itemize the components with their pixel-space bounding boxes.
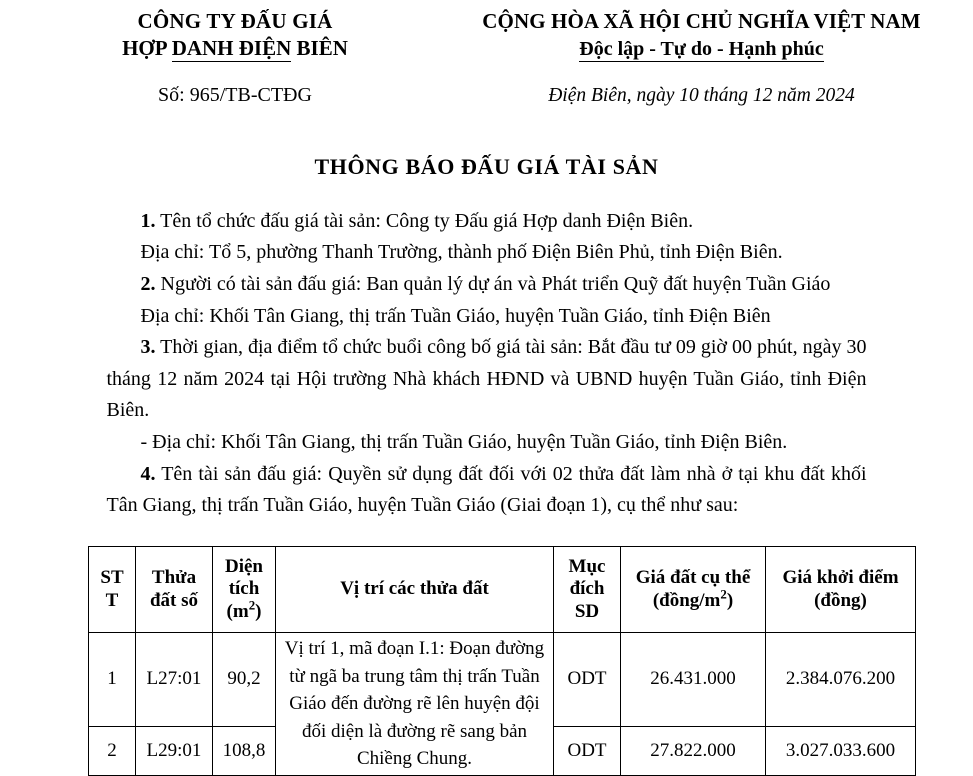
section-1-paragraph — [107, 206, 867, 238]
cell-purpose: ODT — [554, 633, 621, 727]
company-name-line2 — [30, 35, 440, 62]
header-parcel-number — [136, 547, 213, 633]
header-area-line2: tích — [228, 578, 260, 600]
header-area-line1: Diện — [225, 555, 263, 577]
header-area-unit-prefix: (m — [226, 600, 249, 622]
header-unit-price-line1: Giá đất cụ thể — [635, 567, 751, 589]
section-1-text: Tên tổ chức đấu giá tài sản: Công ty Đấu giá Hợp danh Điện Biên. — [155, 209, 694, 232]
cell-area: 108,8 — [213, 726, 276, 775]
section-1-address: Địa chỉ: Tổ 5, phường Thanh Trường, thành phố Điện Biên Phủ, tỉnh Điện Biên. — [140, 241, 783, 264]
company-name-line1: CÔNG TY ĐẤU GIÁ — [137, 9, 333, 33]
document-body — [107, 180, 867, 522]
header-area-unit-suffix: ) — [255, 600, 262, 622]
header-right-block — [440, 8, 973, 107]
document-header — [0, 0, 973, 107]
parcels-table — [88, 546, 916, 776]
company-name-line2-prefix: HỢP — [122, 35, 172, 60]
section-4-text: Tên tài sản đấu giá: Quyền sử dụng đất đối với 02 thửa đất làm nhà ở tại khu đất khối Tân Giang, thị trấn Tuần Giáo, huyện Tuần Giáo (Giai đoạn 1), cụ thể như sau: — [106, 462, 867, 517]
section-3-text: Thời gian, địa điểm tổ chức buổi công bố giá tài sản: Bắt đầu tư 09 giờ 00 phút, ngày 30 tháng 12 năm 2024 tại Hội trường Nhà khách HĐND và UBND huyện Tuần Giáo, tỉnh Điện Biên. — [106, 336, 867, 422]
document-title: THÔNG BÁO ĐẤU GIÁ TÀI SẢN — [314, 153, 659, 179]
national-motto-text: Độc lập - Tự do - Hạnh phúc — [579, 37, 824, 60]
header-starting-price-line1: Giá khởi điểm — [782, 567, 899, 589]
header-stt — [89, 547, 136, 633]
section-3-paragraph — [107, 332, 867, 427]
header-location: Vị trí các thửa đất — [276, 547, 554, 633]
national-heading: CỘNG HÒA XÃ HỘI CHỦ NGHĨA VIỆT NAM — [482, 9, 921, 33]
header-unit-price-unit-suffix: ) — [726, 589, 734, 611]
cell-starting-price: 3.027.033.600 — [766, 726, 916, 775]
cell-area: 90,2 — [213, 633, 276, 727]
cell-starting-price: 2.384.076.200 — [766, 633, 916, 727]
parcels-table-head — [89, 547, 916, 633]
section-1-number: 1. — [140, 209, 156, 232]
header-purpose — [554, 547, 621, 633]
section-3-address: - Địa chỉ: Khối Tân Giang, thị trấn Tuần Giáo, huyện Tuần Giáo, tỉnh Điện Biên. — [140, 431, 788, 454]
parcels-table-body — [89, 633, 916, 776]
company-name-line2-suffix: BIÊN — [291, 35, 348, 60]
header-unit-price-unit-prefix: (đồng/m — [652, 589, 721, 611]
header-left-block — [0, 8, 440, 107]
cell-stt: 2 — [89, 726, 136, 775]
cell-parcel-number: L29:01 — [136, 726, 213, 775]
header-unit-price-line2 — [624, 586, 762, 612]
cell-location-merged: Vị trí 1, mã đoạn I.1: Đoạn đường từ ngã ba trung tâm thị trấn Tuần Giáo đến đường rẽ lên huyện đội đối diện là đường rẽ sang bản Chiềng Chung. — [276, 633, 554, 776]
header-parcel-line2: đất số — [149, 589, 199, 611]
company-name-line2-underlined: DANH ĐIỆN — [171, 35, 292, 60]
place-and-date: Điện Biên, ngày 10 tháng 12 năm 2024 — [548, 84, 855, 106]
section-3-number: 3. — [140, 336, 156, 359]
header-starting-price-line2: (đồng) — [814, 589, 867, 611]
section-2-address: Địa chỉ: Khối Tân Giang, thị trấn Tuần Giáo, huyện Tuần Giáo, tỉnh Điện Biên — [140, 304, 771, 327]
table-header-row — [89, 547, 916, 633]
header-unit-price — [621, 547, 766, 633]
document-number: Số: 965/TB-CTĐG — [158, 83, 312, 106]
section-4-number: 4. — [140, 462, 156, 485]
header-area-unit-sup: 2 — [248, 597, 256, 613]
national-motto — [440, 36, 963, 62]
section-2-text: Người có tài sản đấu giá: Ban quản lý dự án và Phát triển Quỹ đất huyện Tuần Giáo — [155, 273, 831, 296]
section-4-paragraph — [107, 459, 867, 522]
header-purpose-line2: đích — [569, 578, 605, 600]
section-2-paragraph — [107, 269, 867, 301]
cell-purpose: ODT — [554, 726, 621, 775]
header-area-line3 — [216, 597, 272, 623]
parcels-table-container — [88, 546, 915, 776]
header-unit-price-unit-sup: 2 — [720, 586, 727, 602]
header-starting-price — [766, 547, 916, 633]
header-stt-line1: ST — [100, 567, 124, 589]
header-area — [213, 547, 276, 633]
table-row — [89, 633, 916, 727]
header-purpose-line3: SD — [574, 600, 600, 622]
header-purpose-line1: Mục — [568, 555, 606, 577]
cell-unit-price: 26.431.000 — [621, 633, 766, 727]
header-stt-line2: T — [105, 589, 119, 611]
cell-unit-price: 27.822.000 — [621, 726, 766, 775]
section-2-number: 2. — [140, 273, 156, 296]
cell-parcel-number: L27:01 — [136, 633, 213, 727]
header-parcel-line1: Thửa — [151, 567, 197, 589]
cell-stt: 1 — [89, 633, 136, 727]
